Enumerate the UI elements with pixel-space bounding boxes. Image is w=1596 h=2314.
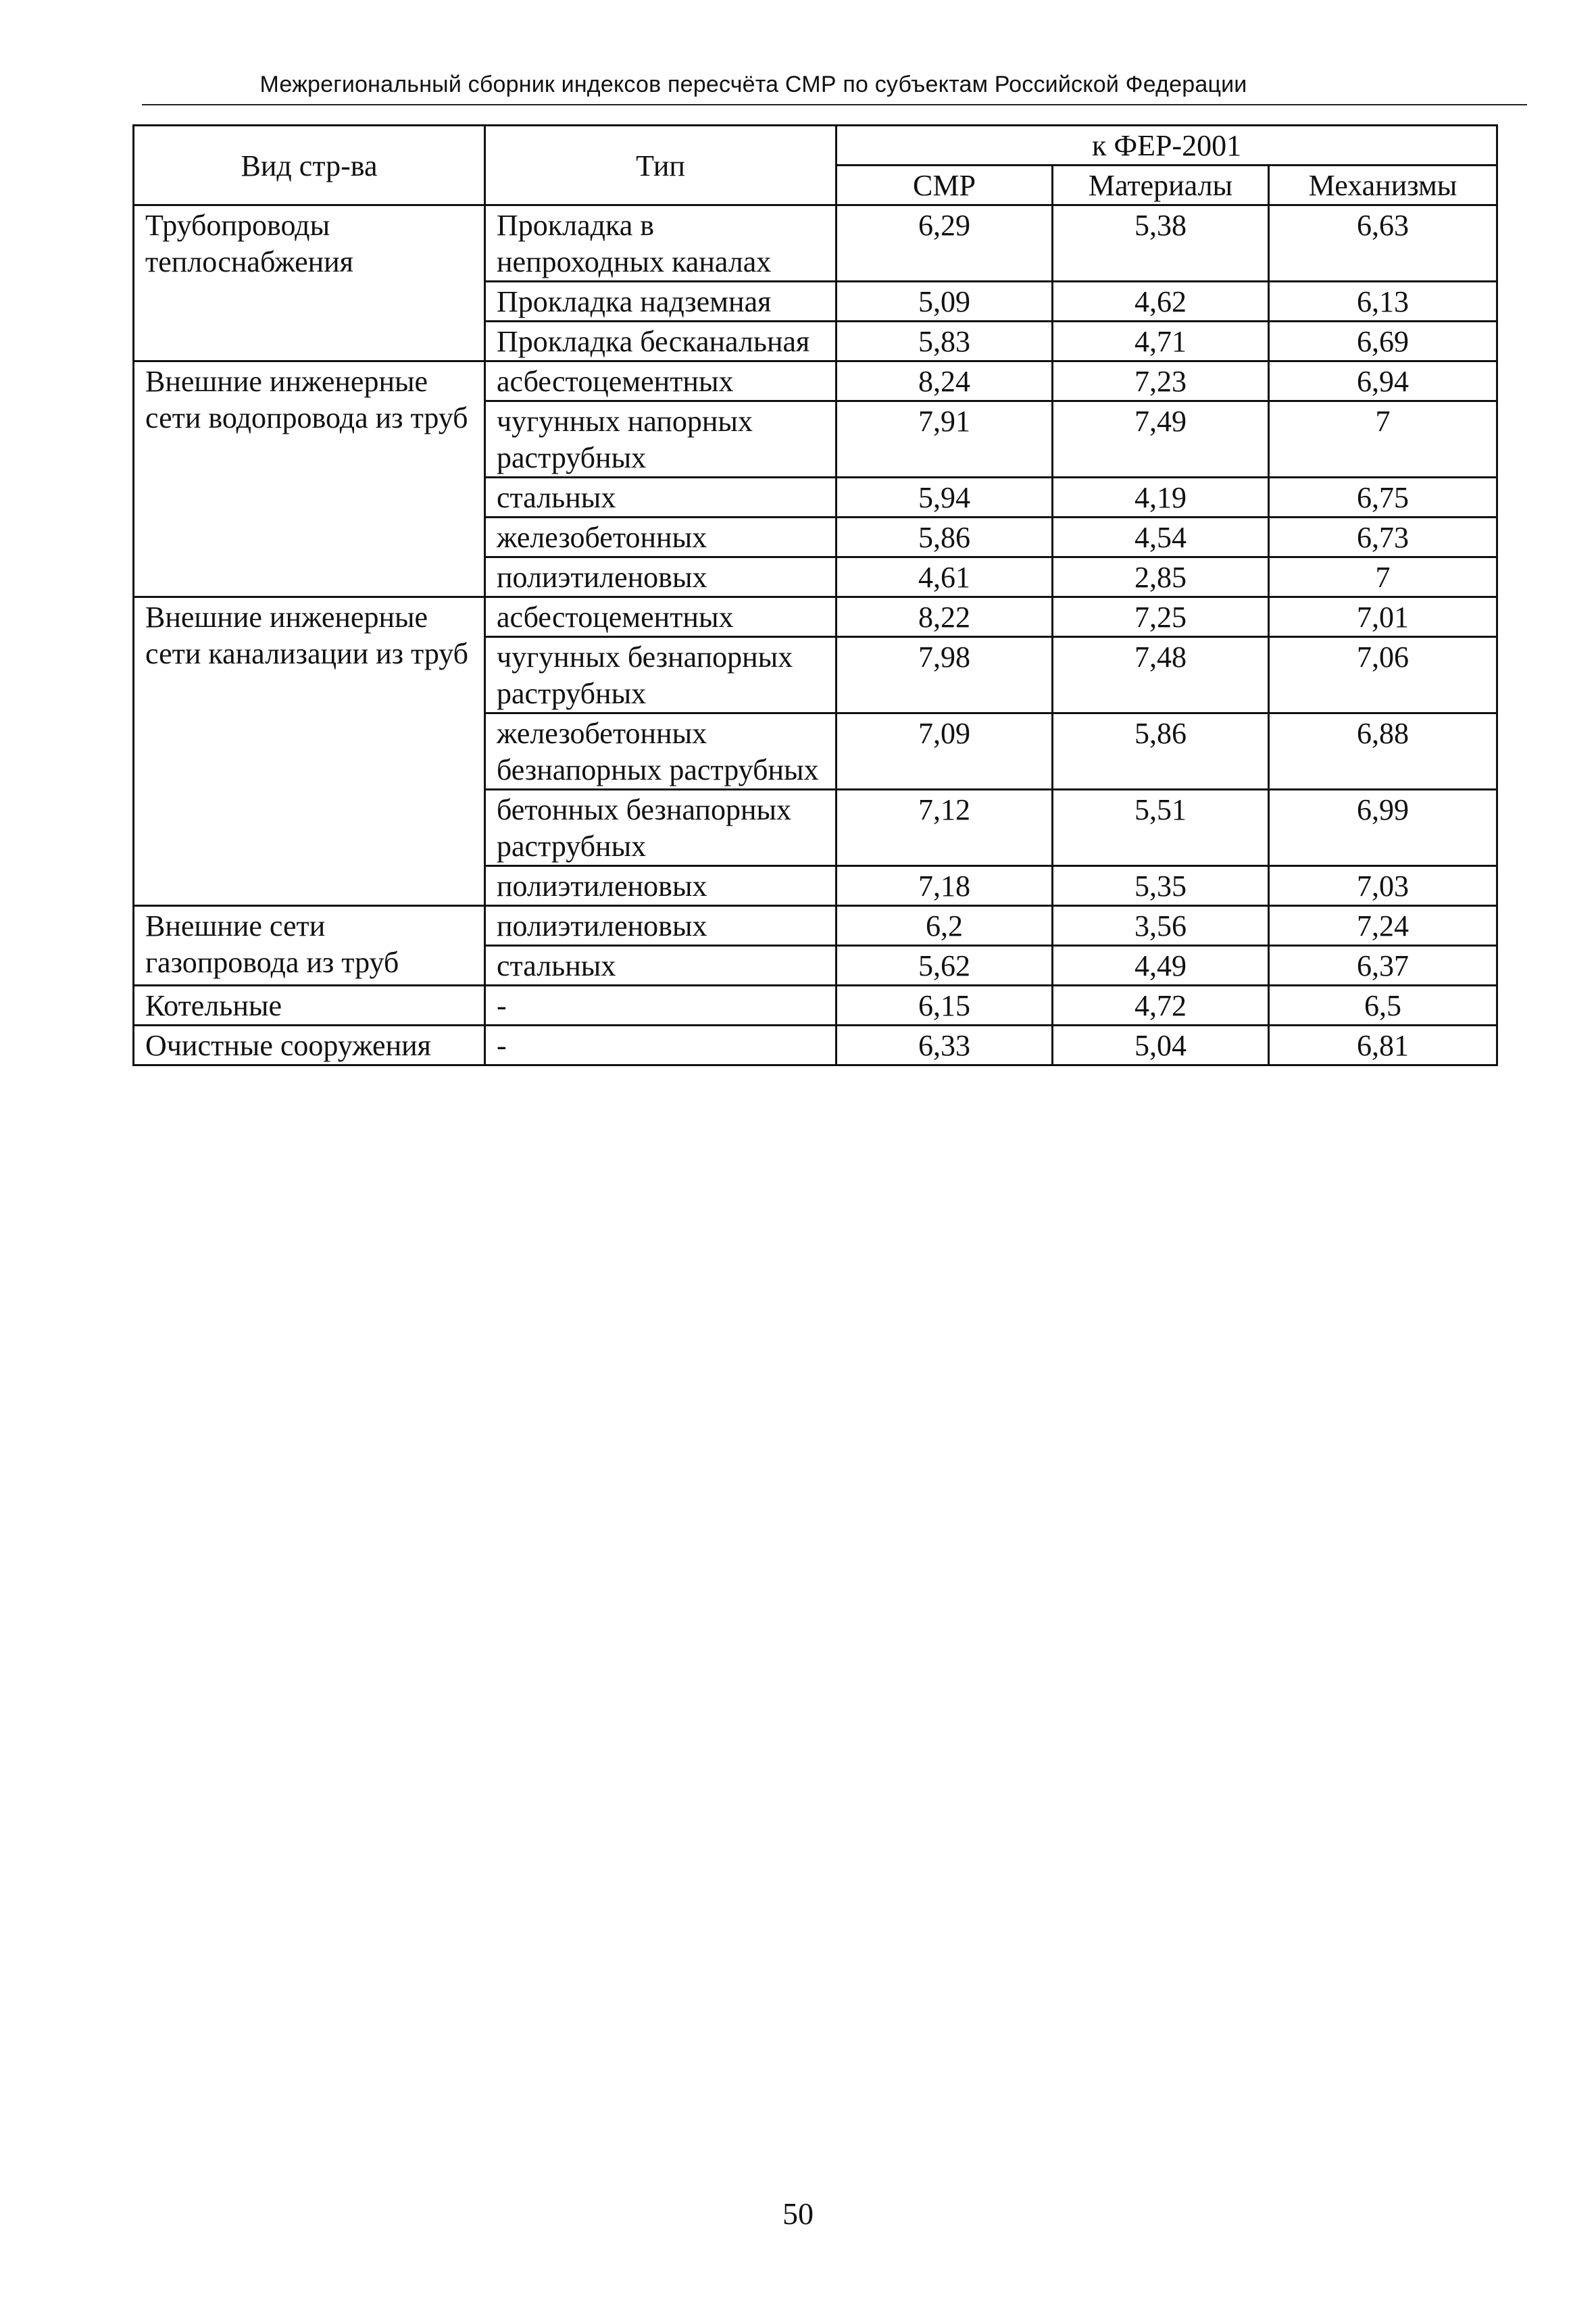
pipe-type-cell: Прокладка надземная bbox=[485, 282, 837, 322]
smr-index-cell: 5,83 bbox=[837, 322, 1053, 361]
materials-index-cell: 2,85 bbox=[1053, 557, 1269, 597]
materials-index-cell: 5,35 bbox=[1053, 866, 1269, 906]
construction-kind-cell: Внешние инженерные сети водопровода из труб bbox=[134, 361, 485, 597]
column-header-type: Тип bbox=[485, 126, 837, 205]
table-body bbox=[134, 205, 1497, 1065]
mechanisms-index-cell: 6,75 bbox=[1269, 478, 1497, 518]
materials-index-cell: 4,49 bbox=[1053, 946, 1269, 986]
materials-index-cell: 4,72 bbox=[1053, 986, 1269, 1026]
construction-kind-cell: Котельные bbox=[134, 986, 485, 1026]
smr-index-cell: 6,29 bbox=[837, 205, 1053, 282]
pipe-type-cell: - bbox=[485, 1026, 837, 1065]
mechanisms-index-cell: 6,94 bbox=[1269, 361, 1497, 401]
materials-index-cell: 4,54 bbox=[1053, 518, 1269, 557]
pipe-type-cell: полиэтиленовых bbox=[485, 866, 837, 906]
table-row bbox=[134, 1026, 1497, 1065]
column-header-smr: СМР bbox=[837, 166, 1053, 205]
smr-index-cell: 4,61 bbox=[837, 557, 1053, 597]
mechanisms-index-cell: 6,69 bbox=[1269, 322, 1497, 361]
mechanisms-index-cell: 6,73 bbox=[1269, 518, 1497, 557]
table-row bbox=[134, 597, 1497, 637]
pipe-type-cell: железобетонных bbox=[485, 518, 837, 557]
smr-index-cell: 7,91 bbox=[837, 401, 1053, 478]
materials-index-cell: 4,19 bbox=[1053, 478, 1269, 518]
header-divider bbox=[142, 104, 1527, 105]
pipe-type-cell: бетонных безнапорных раструбных bbox=[485, 790, 837, 866]
pipe-type-cell: чугунных безнапорных раструбных bbox=[485, 637, 837, 713]
mechanisms-index-cell: 6,5 bbox=[1269, 986, 1497, 1026]
smr-index-cell: 6,2 bbox=[837, 906, 1053, 946]
materials-index-cell: 7,23 bbox=[1053, 361, 1269, 401]
construction-kind-cell: Внешние сети газопровода из труб bbox=[134, 906, 485, 986]
materials-index-cell: 4,71 bbox=[1053, 322, 1269, 361]
mechanisms-index-cell: 7 bbox=[1269, 401, 1497, 478]
construction-kind-cell: Внешние инженерные сети канализации из труб bbox=[134, 597, 485, 906]
materials-index-cell: 7,48 bbox=[1053, 637, 1269, 713]
smr-index-cell: 7,09 bbox=[837, 713, 1053, 790]
smr-index-cell: 8,24 bbox=[837, 361, 1053, 401]
materials-index-cell: 3,56 bbox=[1053, 906, 1269, 946]
pipe-type-cell: полиэтиленовых bbox=[485, 906, 837, 946]
mechanisms-index-cell: 6,81 bbox=[1269, 1026, 1497, 1065]
pipe-type-cell: асбестоцементных bbox=[485, 597, 837, 637]
mechanisms-index-cell: 7,03 bbox=[1269, 866, 1497, 906]
pipe-type-cell: стальных bbox=[485, 946, 837, 986]
materials-index-cell: 5,04 bbox=[1053, 1026, 1269, 1065]
pipe-type-cell: стальных bbox=[485, 478, 837, 518]
table-header-row bbox=[134, 126, 1497, 166]
index-table bbox=[132, 124, 1498, 1066]
mechanisms-index-cell: 6,13 bbox=[1269, 282, 1497, 322]
mechanisms-index-cell: 7,01 bbox=[1269, 597, 1497, 637]
mechanisms-index-cell: 7 bbox=[1269, 557, 1497, 597]
mechanisms-index-cell: 7,24 bbox=[1269, 906, 1497, 946]
mechanisms-index-cell: 6,37 bbox=[1269, 946, 1497, 986]
pipe-type-cell: асбестоцементных bbox=[485, 361, 837, 401]
smr-index-cell: 5,62 bbox=[837, 946, 1053, 986]
smr-index-cell: 5,09 bbox=[837, 282, 1053, 322]
construction-kind-cell: Очистные сооружения bbox=[134, 1026, 485, 1065]
smr-index-cell: 6,33 bbox=[837, 1026, 1053, 1065]
pipe-type-cell: полиэтиленовых bbox=[485, 557, 837, 597]
smr-index-cell: 6,15 bbox=[837, 986, 1053, 1026]
pipe-type-cell: Прокладка в непроходных каналах bbox=[485, 205, 837, 282]
column-header-mechanisms: Механизмы bbox=[1269, 166, 1497, 205]
construction-kind-cell: Трубопроводы теплоснабжения bbox=[134, 205, 485, 361]
table-row bbox=[134, 361, 1497, 401]
smr-index-cell: 5,94 bbox=[837, 478, 1053, 518]
smr-index-cell: 7,98 bbox=[837, 637, 1053, 713]
smr-index-cell: 5,86 bbox=[837, 518, 1053, 557]
pipe-type-cell: - bbox=[485, 986, 837, 1026]
materials-index-cell: 4,62 bbox=[1053, 282, 1269, 322]
table-row bbox=[134, 986, 1497, 1026]
materials-index-cell: 5,86 bbox=[1053, 713, 1269, 790]
materials-index-cell: 7,49 bbox=[1053, 401, 1269, 478]
column-header-kind: Вид стр-ва bbox=[134, 126, 485, 205]
mechanisms-index-cell: 6,99 bbox=[1269, 790, 1497, 866]
column-group-header: к ФЕР-2001 bbox=[837, 126, 1497, 166]
column-header-materials: Материалы bbox=[1053, 166, 1269, 205]
pipe-type-cell: чугунных напорных раструбных bbox=[485, 401, 837, 478]
pipe-type-cell: железобетонных безнапорных раструбных bbox=[485, 713, 837, 790]
smr-index-cell: 7,18 bbox=[837, 866, 1053, 906]
mechanisms-index-cell: 6,88 bbox=[1269, 713, 1497, 790]
pipe-type-cell: Прокладка бесканальная bbox=[485, 322, 837, 361]
materials-index-cell: 7,25 bbox=[1053, 597, 1269, 637]
table-row bbox=[134, 205, 1497, 282]
smr-index-cell: 7,12 bbox=[837, 790, 1053, 866]
mechanisms-index-cell: 7,06 bbox=[1269, 637, 1497, 713]
table-row bbox=[134, 906, 1497, 946]
page-number: 50 bbox=[782, 2196, 814, 2231]
smr-index-cell: 8,22 bbox=[837, 597, 1053, 637]
mechanisms-index-cell: 6,63 bbox=[1269, 205, 1497, 282]
page-header: Межрегиональный сборник индексов пересчёта СМР по субъектам Российской Федерации bbox=[259, 72, 1247, 97]
materials-index-cell: 5,38 bbox=[1053, 205, 1269, 282]
materials-index-cell: 5,51 bbox=[1053, 790, 1269, 866]
